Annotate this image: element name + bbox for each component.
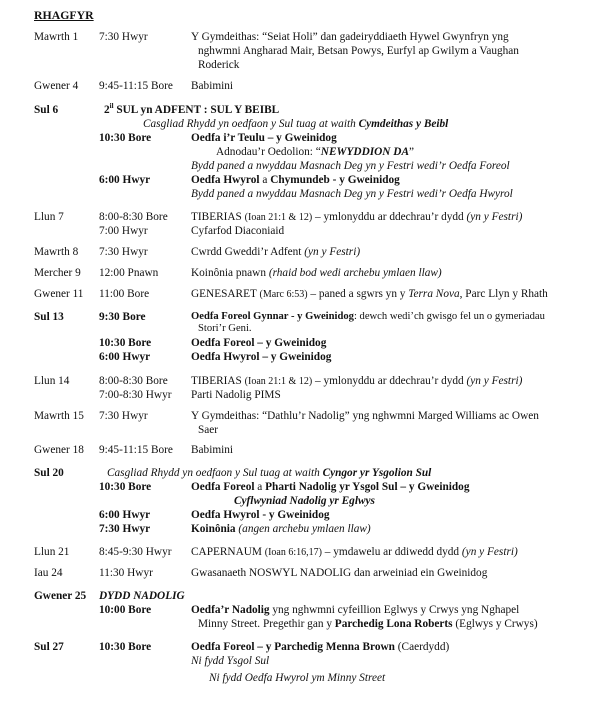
event-desc: Oedfa Foreol Gynnar - y Gweinidog: dewch wedi’ch gwisgo fel un o gymeriadau: [191, 311, 545, 322]
time-label: 10:30 Bore: [99, 481, 152, 493]
event-desc: Stori’r Geni.: [198, 323, 252, 334]
event-desc: Koinônia (angen archebu ymlaen llaw): [191, 523, 371, 535]
event-desc: GENESARET (Marc 6:53) – paned a sgwrs yn y Terra Nova, Parc Llyn y Rhath: [191, 288, 548, 300]
event-desc: Oedfa Hwyrol a Chymundeb - y Gweinidog: [191, 174, 400, 186]
time-label: 8:00-8:30 Bore: [99, 211, 168, 223]
time-label: 11:00 Bore: [99, 288, 150, 300]
time-label: 6:00 Hwyr: [99, 174, 151, 186]
time-label: 11:30 Hwyr: [99, 567, 153, 579]
event-desc: nghwmni Angharad Mair, Betsan Powys, Eurfyl ap Gwilym a Vaughan: [198, 45, 519, 57]
holiday-title: DYDD NADOLIG: [99, 590, 185, 602]
day-label: Mawrth 8: [34, 246, 79, 258]
event-desc: Gwasanaeth NOSWYL NADOLIG dan arweiniad ein Gweinidog: [191, 567, 488, 579]
event-note: Cyflwyniad Nadolig yr Eglwys: [234, 495, 375, 507]
event-desc: Oedfa’r Nadolig yng nghwmni cyfeillion Eglwys y Crwys yng Nghapel: [191, 604, 520, 616]
time-label: 8:45-9:30 Hwyr: [99, 546, 172, 558]
event-desc: Koinônia pnawn (rhaid bod wedi archebu ymlaen llaw): [191, 267, 442, 279]
day-label: Iau 24: [34, 567, 63, 579]
event-desc: Roderick: [198, 59, 240, 71]
collection-note: Casgliad Rhydd yn oedfaon y Sul tuag at waith Cyngor yr Ysgolion Sul: [107, 467, 432, 479]
time-label: 7:30 Hwyr: [99, 410, 148, 422]
time-label: 7:30 Hwyr: [99, 523, 151, 535]
day-label: Gwener 11: [34, 288, 84, 300]
time-label: 12:00 Pnawn: [99, 267, 159, 279]
time-label: 6:00 Hwyr: [99, 509, 151, 521]
day-label: Llun 7: [34, 211, 64, 223]
event-desc: Oedfa Foreol a Pharti Nadolig yr Ysgol Sul – y Gweinidog: [191, 481, 470, 493]
day-label: Mawrth 15: [34, 410, 84, 422]
day-label: Gwener 18: [34, 444, 84, 456]
time-label: 10:30 Bore: [99, 337, 152, 349]
event-desc: Oedfa Foreol – y Parchedig Menna Brown (Caerdydd): [191, 641, 450, 653]
time-label: 10:00 Bore: [99, 604, 152, 616]
event-desc: Y Gymdeithas: “Seiat Holi” dan gadeiryddiaeth Hywel Gwynfryn yng: [191, 31, 509, 43]
event-desc: Y Gymdeithas: “Dathlu’r Nadolig” yng nghwmni Marged Williams ac Owen: [191, 410, 539, 422]
event-note: Bydd paned a nwyddau Masnach Deg yn y Festri wedi’r Oedfa Foreol: [191, 160, 510, 172]
time-label: 7:00 Hwyr: [99, 225, 148, 237]
day-label: Sul 20: [34, 467, 64, 479]
event-note: Ni fydd Ysgol Sul: [191, 655, 270, 667]
day-label: Llun 21: [34, 546, 70, 558]
event-desc: Adnodau’r Oedolion: “NEWYDDION DA”: [216, 146, 414, 158]
time-label: 6:00 Hwyr: [99, 351, 151, 363]
month-title: RHAGFYR: [34, 8, 94, 22]
event-desc: Minny Street. Pregethir gan y Parchedig Lona Roberts (Eglwys y Crwys): [198, 618, 538, 630]
event-desc: CAPERNAUM (Ioan 6:16,17) – ymdawelu ar ddiwedd dydd (yn y Festri): [191, 546, 518, 558]
event-note: Ni fydd Oedfa Hwyrol ym Minny Street: [209, 672, 386, 684]
time-label: 10:30 Bore: [99, 132, 152, 144]
day-label: Mercher 9: [34, 267, 81, 279]
event-desc: TIBERIAS (Ioan 21:1 & 12) – ymlonyddu ar ddechrau’r dydd (yn y Festri): [191, 375, 523, 387]
time-label: 7:00-8:30 Hwyr: [99, 389, 172, 401]
time-label: 9:30 Bore: [99, 311, 146, 323]
time-label: 9:45-11:15 Bore: [99, 444, 173, 456]
event-desc: Babimini: [191, 444, 234, 456]
sunday-heading: $2^{il}$ SUL yn ADFENT : SUL Y BEIBL: [104, 102, 280, 116]
event-desc: Oedfa i’r Teulu – y Gweinidog: [191, 132, 337, 144]
time-label: 10:30 Bore: [99, 641, 152, 653]
day-label: Gwener 25: [34, 590, 87, 602]
day-label: Llun 14: [34, 375, 70, 387]
event-desc: Saer: [198, 424, 219, 436]
event-note: Bydd paned a nwyddau Masnach Deg yn y Festri wedi’r Oedfa Hwyrol: [191, 188, 513, 200]
time-label: 9:45-11:15 Bore: [99, 80, 173, 92]
event-desc: Oedfa Hwyrol - y Gweinidog: [191, 509, 330, 521]
event-desc: Oedfa Hwyrol – y Gweinidog: [191, 351, 332, 363]
time-label: 8:00-8:30 Bore: [99, 375, 168, 387]
collection-note: Casgliad Rhydd yn oedfaon y Sul tuag at waith Cymdeithas y Beibl: [143, 118, 449, 130]
day-label: Sul 27: [34, 641, 64, 653]
time-label: 7:30 Hwyr: [99, 246, 148, 258]
day-label: Mawrth 1: [34, 31, 79, 43]
event-desc: Parti Nadolig PIMS: [191, 389, 281, 401]
event-desc: TIBERIAS (Ioan 21:1 & 12) – ymlonyddu ar ddechrau’r dydd (yn y Festri): [191, 211, 523, 223]
event-desc: Cyfarfod Diaconiaid: [191, 225, 285, 237]
event-desc: Cwrdd Gweddi’r Adfent (yn y Festri): [191, 246, 361, 258]
time-label: 7:30 Hwyr: [99, 31, 148, 43]
day-label: Sul 6: [34, 104, 59, 116]
day-label: Gwener 4: [34, 80, 79, 92]
day-label: Sul 13: [34, 311, 64, 323]
event-desc: Babimini: [191, 80, 234, 92]
event-desc: Oedfa Foreol – y Gweinidog: [191, 337, 327, 349]
